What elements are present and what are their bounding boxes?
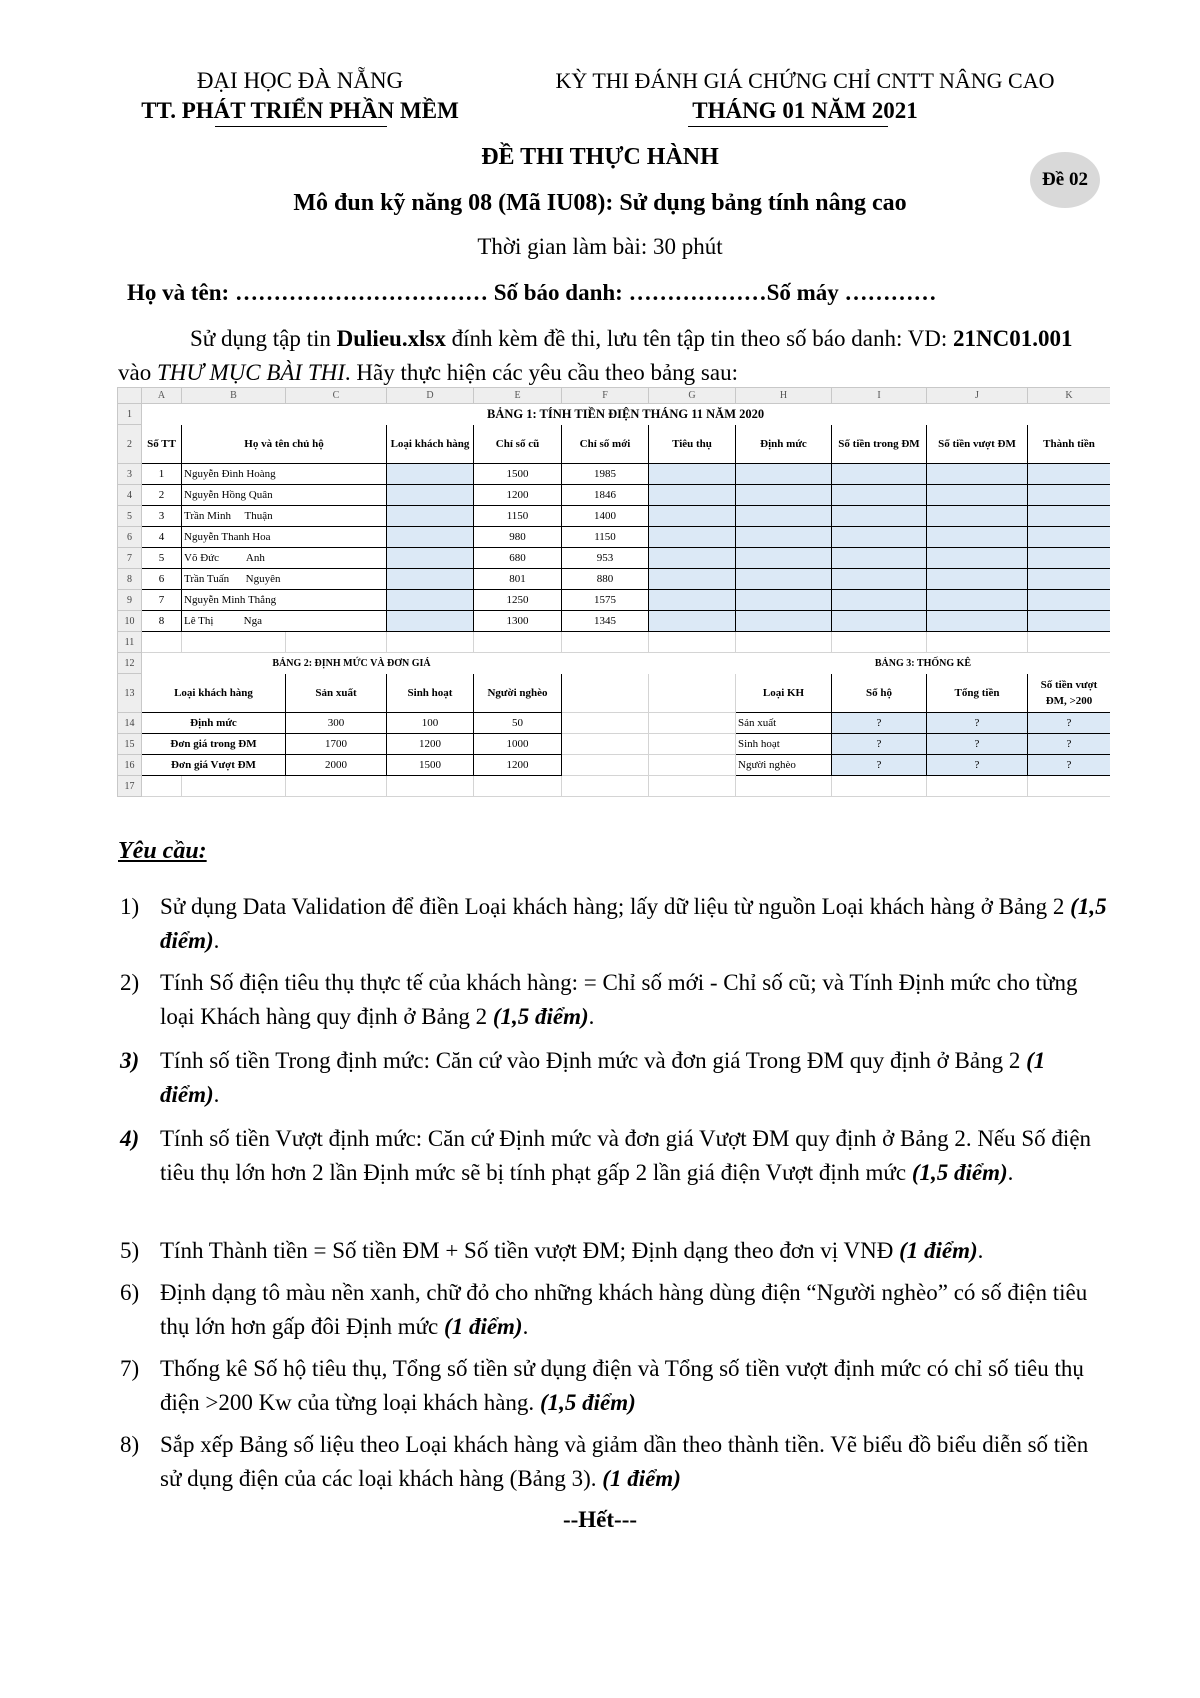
table1-row xyxy=(118,464,1111,485)
module-title: Mô đun kỹ năng 08 (Mã IU08): Sử dụng bảng tính nâng cao xyxy=(293,190,907,216)
requirement-tail: . xyxy=(213,1082,220,1107)
col-header: F xyxy=(562,388,649,404)
t1-header-in-norm: Số tiền trong ĐM xyxy=(832,425,927,464)
t3-cell: ? xyxy=(927,713,1028,734)
table2-3-row xyxy=(118,755,1111,776)
t1-name: Nguyễn Hồng Quân xyxy=(182,485,387,506)
table2-3-header-row xyxy=(118,674,1111,713)
requirement-body: Thống kê Số hộ tiêu thụ, Tổng số tiền sử dụng điện và Tổng số tiền vượt định mức có chỉ số tiêu thụ điện >200 Kw của từng loại khách hàng. xyxy=(160,1356,1084,1415)
table1-row xyxy=(118,590,1111,611)
sheet-row xyxy=(118,776,1111,797)
row-header: 14 xyxy=(118,713,142,734)
requirement-points: (1 điểm) xyxy=(899,1238,978,1263)
t2-row-label: Định mức xyxy=(142,713,286,734)
table2-title: BẢNG 2: ĐỊNH MỨC VÀ ĐƠN GIÁ xyxy=(272,657,431,669)
requirement-body: Sắp xếp Bảng số liệu theo Loại khách hàng và giảm dần theo thành tiền. Vẽ biểu đồ biểu diễn số tiền sử dụng điện của các loại khách hàng (Bảng 3). xyxy=(160,1432,1089,1491)
example-code: 21NC01.001 xyxy=(953,326,1073,351)
col-header: J xyxy=(927,388,1028,404)
t3-cell: ? xyxy=(927,755,1028,776)
row-header: 12 xyxy=(118,653,142,674)
t1-name: Võ Đức Anh xyxy=(182,548,387,569)
t1-header-norm: Định mức xyxy=(736,425,832,464)
col-header: E xyxy=(474,388,562,404)
row-header: 5 xyxy=(118,506,142,527)
spreadsheet-grid xyxy=(117,387,1110,797)
t1-old: 1150 xyxy=(474,506,562,527)
exam-title: ĐỀ THI THỰC HÀNH xyxy=(481,144,719,170)
t1-new: 1150 xyxy=(562,527,649,548)
t1-old: 1300 xyxy=(474,611,562,632)
requirement-body: Tính Số điện tiêu thụ thực tế của khách hàng: = Chỉ số mới - Chỉ số cũ; và Tính Định mức cho từng loại Khách hàng quy định ở Bảng 2 xyxy=(160,970,1078,1029)
folder-name: THƯ MỤC BÀI THI xyxy=(156,360,345,385)
t1-new: 880 xyxy=(562,569,649,590)
requirement-item xyxy=(120,1234,1110,1268)
t3-cell: ? xyxy=(927,734,1028,755)
sheet-row xyxy=(118,632,1111,653)
requirement-item xyxy=(120,890,1110,958)
column-header-row xyxy=(118,388,1111,404)
requirement-item xyxy=(120,1044,1110,1112)
row-header: 6 xyxy=(118,527,142,548)
t1-new: 1575 xyxy=(562,590,649,611)
row-header: 8 xyxy=(118,569,142,590)
sbd-label: Số báo danh: xyxy=(487,280,629,305)
intro-paragraph xyxy=(118,322,1108,390)
col-header: A xyxy=(142,388,182,404)
exam-board-name: KỲ THI ĐÁNH GIÁ CHỨNG CHỈ CNTT NÂNG CAO xyxy=(555,68,1055,93)
t1-header-type: Loại khách hàng xyxy=(387,425,474,464)
table1-row xyxy=(118,506,1111,527)
university-name: ĐẠI HỌC ĐÀ NẴNG xyxy=(196,68,404,93)
t1-stt: 8 xyxy=(142,611,182,632)
requirement-text xyxy=(160,1428,1110,1496)
t1-header-stt: Số TT xyxy=(142,425,182,464)
t3-row-label: Sinh hoạt xyxy=(736,734,832,755)
name-label: Họ và tên: xyxy=(127,280,235,305)
exam-duration: Thời gian làm bài: 30 phút xyxy=(477,234,723,259)
table1-header-row xyxy=(118,425,1111,464)
row-header: 2 xyxy=(118,425,142,464)
t2-header-production: Sản xuất xyxy=(286,674,387,713)
sbd-field: ……………… xyxy=(628,280,767,305)
requirement-tail: . xyxy=(213,928,220,953)
t3-cell: ? xyxy=(1028,755,1111,776)
t3-header-over: Số tiền vượt ĐM, >200 xyxy=(1028,674,1111,713)
t1-header-name: Họ và tên chủ hộ xyxy=(182,425,387,464)
t1-stt: 6 xyxy=(142,569,182,590)
requirement-body: Tính số tiền Trong định mức: Căn cứ vào Định mức và đơn giá Trong ĐM quy định ở Bảng 2 xyxy=(160,1048,1027,1073)
spreadsheet-screenshot xyxy=(117,387,1110,812)
header-right-underline xyxy=(688,126,888,127)
table2-3-row xyxy=(118,713,1111,734)
table3-title: BẢNG 3: THỐNG KÊ xyxy=(874,657,972,669)
row-header: 3 xyxy=(118,464,142,485)
t1-new: 1345 xyxy=(562,611,649,632)
requirement-points: (1 điểm) xyxy=(444,1314,523,1339)
t1-header-usage: Tiêu thụ xyxy=(649,425,736,464)
t2-cell: 1500 xyxy=(387,755,474,776)
requirement-text xyxy=(160,966,1110,1034)
requirement-text xyxy=(160,1352,1110,1420)
requirement-text xyxy=(160,1122,1110,1190)
row-header: 17 xyxy=(118,776,142,797)
col-header: H xyxy=(736,388,832,404)
requirement-number: 5) xyxy=(120,1238,140,1263)
table1-row xyxy=(118,548,1111,569)
requirement-tail: . xyxy=(522,1314,529,1339)
t2-cell: 1200 xyxy=(474,755,562,776)
col-header: I xyxy=(832,388,927,404)
t2-row-label: Đơn giá Vượt ĐM xyxy=(142,755,286,776)
name-field: …………………………… xyxy=(234,280,488,305)
requirement-tail: . xyxy=(977,1238,984,1263)
t2-cell: 1000 xyxy=(474,734,562,755)
requirement-body: Định dạng tô màu nền xanh, chữ đỏ cho những khách hàng dùng điện “Người nghèo” có số điện tiêu thụ lớn hơn gấp đôi Định mức xyxy=(160,1280,1088,1339)
t1-new: 1846 xyxy=(562,485,649,506)
requirement-text xyxy=(160,1276,1110,1344)
t1-header-old: Chỉ số cũ xyxy=(474,425,562,464)
t2-header-type: Loại khách hàng xyxy=(142,674,286,713)
requirement-text xyxy=(160,1234,1110,1268)
t3-cell: ? xyxy=(832,713,927,734)
t1-old: 801 xyxy=(474,569,562,590)
row-header: 15 xyxy=(118,734,142,755)
col-header: G xyxy=(649,388,736,404)
requirement-text xyxy=(160,890,1110,958)
requirement-number: 3) xyxy=(120,1048,140,1073)
intro-text-1: Sử dụng tập tin xyxy=(190,326,337,351)
requirement-number: 1) xyxy=(120,894,140,919)
t2-header-poor: Người nghèo xyxy=(474,674,562,713)
t3-cell: ? xyxy=(1028,734,1111,755)
row-header: 13 xyxy=(118,674,142,713)
intro-text-3: vào xyxy=(118,360,157,385)
col-header: D xyxy=(387,388,474,404)
t3-cell: ? xyxy=(832,755,927,776)
t1-header-over-norm: Số tiền vượt ĐM xyxy=(927,425,1028,464)
row-header: 11 xyxy=(118,632,142,653)
t1-old: 1500 xyxy=(474,464,562,485)
t1-stt: 3 xyxy=(142,506,182,527)
sheet-row xyxy=(118,404,1111,425)
t1-stt: 2 xyxy=(142,485,182,506)
t2-cell: 1700 xyxy=(286,734,387,755)
t3-cell: ? xyxy=(832,734,927,755)
t1-header-new: Chỉ số mới xyxy=(562,425,649,464)
t2-cell: 100 xyxy=(387,713,474,734)
table1-row xyxy=(118,527,1111,548)
machine-field: ………… xyxy=(844,280,937,305)
t1-new: 1400 xyxy=(562,506,649,527)
row-header: 1 xyxy=(118,404,142,425)
machine-label: Số máy xyxy=(766,280,845,305)
table2-3-row xyxy=(118,734,1111,755)
t3-row-label: Sản xuất xyxy=(736,713,832,734)
t1-old: 680 xyxy=(474,548,562,569)
requirement-tail: . xyxy=(588,1004,595,1029)
t1-new: 1985 xyxy=(562,464,649,485)
data-file-name: Dulieu.xlsx xyxy=(336,326,446,351)
requirement-item xyxy=(120,1122,1110,1190)
t2-cell: 50 xyxy=(474,713,562,734)
requirement-points: (1 điểm) xyxy=(602,1466,681,1491)
t3-cell: ? xyxy=(1028,713,1111,734)
t2-row-label: Đơn giá trong ĐM xyxy=(142,734,286,755)
requirement-points: (1,5 điểm) xyxy=(492,1004,589,1029)
t1-stt: 4 xyxy=(142,527,182,548)
table1-row xyxy=(118,485,1111,506)
row-header: 4 xyxy=(118,485,142,506)
requirement-points: (1,5 điểm) xyxy=(911,1160,1008,1185)
t1-old: 1250 xyxy=(474,590,562,611)
row-header: 16 xyxy=(118,755,142,776)
t1-name: Nguyễn Thanh Hoa xyxy=(182,527,387,548)
table1-row xyxy=(118,569,1111,590)
candidate-info-line xyxy=(127,280,1117,306)
t1-new: 953 xyxy=(562,548,649,569)
end-marker: --Hết--- xyxy=(562,1507,638,1532)
col-header: C xyxy=(286,388,387,404)
center-name: TT. PHÁT TRIỂN PHẦN MỀM xyxy=(141,98,459,123)
requirement-number: 4) xyxy=(120,1126,140,1151)
t1-old: 980 xyxy=(474,527,562,548)
requirement-body: Sử dụng Data Validation để điền Loại khách hàng; lấy dữ liệu từ nguồn Loại khách hàng ở Bảng 2 xyxy=(160,894,1071,919)
requirement-number: 6) xyxy=(120,1280,140,1305)
requirement-body: Tính số tiền Vượt định mức: Căn cứ Định mức và đơn giá Vượt ĐM quy định ở Bảng 2. Nếu Số điện tiêu thụ lớn hơn 2 lần Định mức sẽ bị tính phạt gấp 2 lần giá điện Vượt định mức xyxy=(160,1126,1092,1185)
requirement-item xyxy=(120,1428,1110,1496)
requirement-points: (1,5 điểm) xyxy=(160,894,1107,953)
t1-name: Nguyễn Minh Thắng xyxy=(182,590,387,611)
requirement-number: 8) xyxy=(120,1432,140,1457)
t1-name: Nguyễn Đình Hoàng xyxy=(182,464,387,485)
t2-cell: 2000 xyxy=(286,755,387,776)
requirement-text xyxy=(160,1044,1110,1112)
t3-row-label: Người nghèo xyxy=(736,755,832,776)
t1-name: Lê Thị Nga xyxy=(182,611,387,632)
t2-header-household: Sinh hoạt xyxy=(387,674,474,713)
exam-date: THÁNG 01 NĂM 2021 xyxy=(692,98,918,123)
table1-row xyxy=(118,611,1111,632)
requirements-heading: Yêu cầu: xyxy=(118,838,207,864)
t2-cell: 300 xyxy=(286,713,387,734)
header-left-underline xyxy=(215,126,387,127)
requirement-tail: . xyxy=(1007,1160,1014,1185)
t3-header-total: Tổng tiền xyxy=(927,674,1028,713)
requirement-number: 7) xyxy=(120,1356,140,1381)
requirement-number: 2) xyxy=(120,970,140,995)
t1-name: Trần Minh Thuận xyxy=(182,506,387,527)
sheet-row xyxy=(118,653,1111,674)
t1-stt: 1 xyxy=(142,464,182,485)
t1-header-total: Thành tiền xyxy=(1028,425,1111,464)
row-header: 7 xyxy=(118,548,142,569)
col-header: B xyxy=(182,388,286,404)
t2-cell: 1200 xyxy=(387,734,474,755)
t1-old: 1200 xyxy=(474,485,562,506)
t1-stt: 5 xyxy=(142,548,182,569)
corner-cell xyxy=(118,388,142,404)
requirement-points: (1 điểm) xyxy=(160,1048,1046,1107)
t3-header-type: Loại KH xyxy=(736,674,832,713)
intro-text-2: đính kèm đề thi, lưu tên tập tin theo số báo danh: VD: xyxy=(445,326,948,351)
requirement-item xyxy=(120,966,1110,1034)
t1-stt: 7 xyxy=(142,590,182,611)
row-header: 9 xyxy=(118,590,142,611)
table1-title: BẢNG 1: TÍNH TIỀN ĐIỆN THÁNG 11 NĂM 2020 xyxy=(487,406,765,421)
t1-name: Trần Tuấn Nguyên xyxy=(182,569,387,590)
exam-badge-text: Đề 02 xyxy=(1042,169,1088,190)
row-header: 10 xyxy=(118,611,142,632)
requirement-item xyxy=(120,1352,1110,1420)
requirement-body: Tính Thành tiền = Số tiền ĐM + Số tiền vượt ĐM; Định dạng theo đơn vị VNĐ xyxy=(160,1238,900,1263)
requirement-item xyxy=(120,1276,1110,1344)
col-header: K xyxy=(1028,388,1111,404)
intro-text-4: . Hãy thực hiện các yêu cầu theo bảng sau: xyxy=(344,360,738,385)
t3-header-count: Số hộ xyxy=(832,674,927,713)
requirement-points: (1,5 điểm) xyxy=(539,1390,636,1415)
